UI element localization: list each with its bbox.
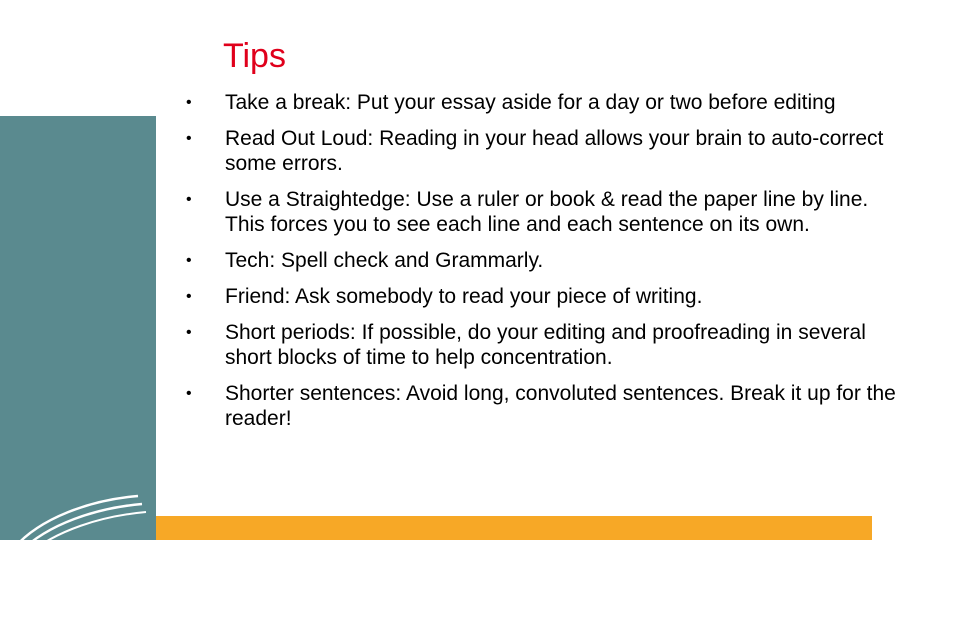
bullet-icon: • xyxy=(186,288,192,305)
list-item xyxy=(186,284,896,309)
list-item-text: Short periods: If possible, do your editing and proofreading in several short blocks of time to help concentration. xyxy=(225,321,866,369)
bullet-icon: • xyxy=(186,191,192,208)
logo-line: Bhaile Átha Cliath xyxy=(30,603,106,614)
list-item-text: Shorter sentences: Avoid long, convoluted sentences. Break it up for the reader! xyxy=(225,382,896,430)
list-item-text: Take a break: Put your essay aside for a day or two before editing xyxy=(225,91,836,114)
bullet-icon: • xyxy=(186,130,192,147)
logo-subtitle xyxy=(30,592,150,625)
list-item xyxy=(186,126,896,176)
list-item xyxy=(186,187,896,237)
side-panel xyxy=(0,116,156,625)
dcu-logo xyxy=(10,488,150,638)
bullet-icon: • xyxy=(186,385,192,402)
list-item xyxy=(186,320,896,370)
list-item-text: Use a Straightedge: Use a ruler or book & read the paper line by line. This forces you to see each line and each sentence on its own. xyxy=(225,188,869,236)
bullet-icon: • xyxy=(186,252,192,269)
tips-list xyxy=(186,90,896,442)
bottom-accent-bar xyxy=(156,516,872,540)
logo-line: Ollscoil Chathair xyxy=(30,592,100,603)
bullet-icon: • xyxy=(186,94,192,111)
list-item-text: Friend: Ask somebody to read your piece of writing. xyxy=(225,285,703,308)
slide-title: Tips xyxy=(223,37,286,75)
list-item xyxy=(186,248,896,273)
list-item xyxy=(186,381,896,431)
list-item-text: Read Out Loud: Reading in your head allows your brain to auto-correct some errors. xyxy=(225,127,884,175)
list-item xyxy=(186,90,896,115)
logo-letters: DCU xyxy=(28,537,135,590)
logo-line: Dublin City University xyxy=(30,614,121,625)
list-item-text: Tech: Spell check and Grammarly. xyxy=(225,249,544,272)
bullet-icon: • xyxy=(186,324,192,341)
